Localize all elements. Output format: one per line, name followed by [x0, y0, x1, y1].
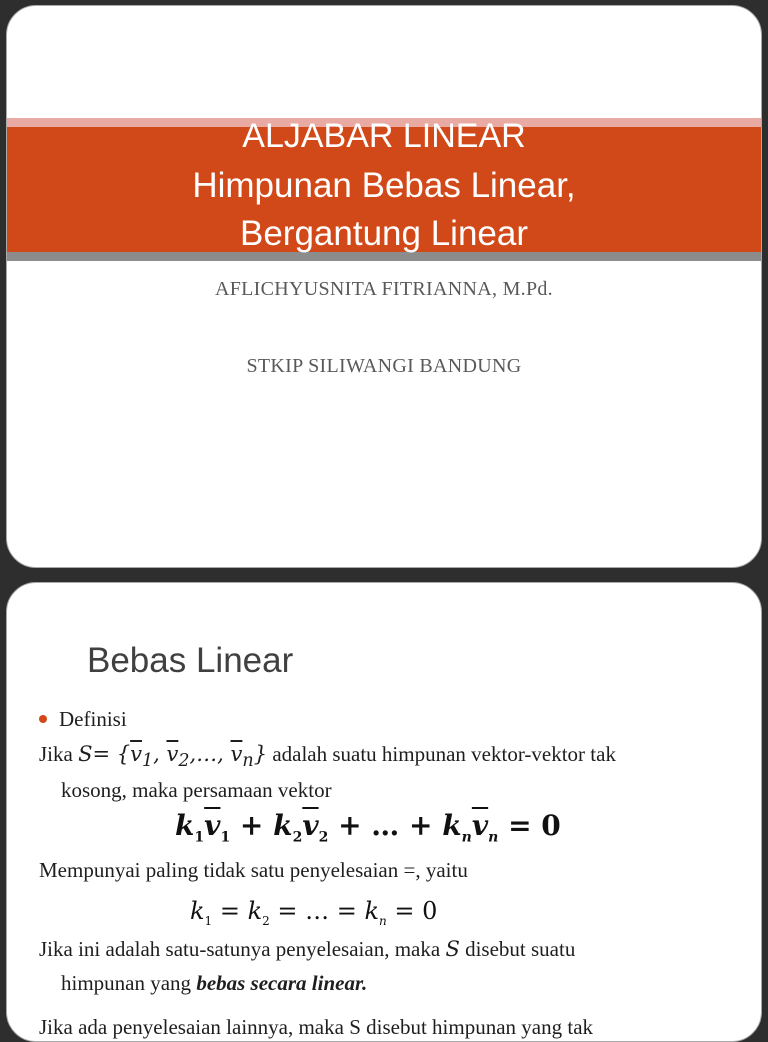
definition-line-4 — [39, 933, 741, 965]
vector-equation: $k_1\overline{v}_1 + k_2\overline{v}_2$ + … + $k_n\overline{v}_n = 0$ — [175, 809, 561, 846]
set-symbol: S — [78, 742, 93, 766]
institution-name: STKIP SILIWANGI BANDUNG — [246, 355, 522, 377]
set-expression: $S= \{\overline{v}_1$, $\overline{v}_2,\dots$, $\overline{v}_n$} — [78, 742, 268, 772]
definition-line-3: Mempunyai paling tidak satu penyelesaian =, yaitu — [39, 858, 468, 882]
definition-line-1 — [39, 738, 741, 777]
text-line4-b: disebut suatu — [465, 937, 576, 961]
title-line-1: ALJABAR LINEAR — [242, 117, 526, 155]
slide-title — [7, 110, 761, 258]
text-line5-a: himpunan yang — [61, 971, 192, 995]
text-jika: Jika — [39, 742, 73, 766]
author-name: AFLICHYUSNITA FITRIANNA, M.Pd. — [215, 278, 553, 300]
definition-line-5 — [39, 967, 741, 999]
title-slide — [6, 5, 762, 568]
text-linear-independent: bebas secara linear. — [196, 971, 368, 995]
title-line-2: Himpunan Bebas Linear, — [192, 166, 576, 205]
title-line-3: Bergantung Linear — [240, 214, 528, 253]
content-slide — [6, 582, 762, 1042]
text-definition-a: adalah suatu himpunan vektor-vektor tak — [272, 742, 616, 766]
set-symbol-inline: S — [445, 937, 460, 961]
text-line4-a: Jika ini adalah satu-satunya penyelesaian, maka — [39, 937, 441, 961]
trivial-solution-equation: $k_1 = k_2$ = … = $k_n = 0$ — [190, 897, 438, 928]
slide-heading: Bebas Linear — [87, 641, 294, 680]
bullet-label: Definisi — [59, 707, 127, 731]
definition-line-6: Jika ada penyelesaian lainnya, maka S disebut himpunan yang tak — [39, 1015, 594, 1039]
bullet-dot-icon — [39, 715, 47, 723]
bullet-item — [39, 703, 741, 735]
definition-line-2: kosong, maka persamaan vektor — [61, 778, 332, 802]
